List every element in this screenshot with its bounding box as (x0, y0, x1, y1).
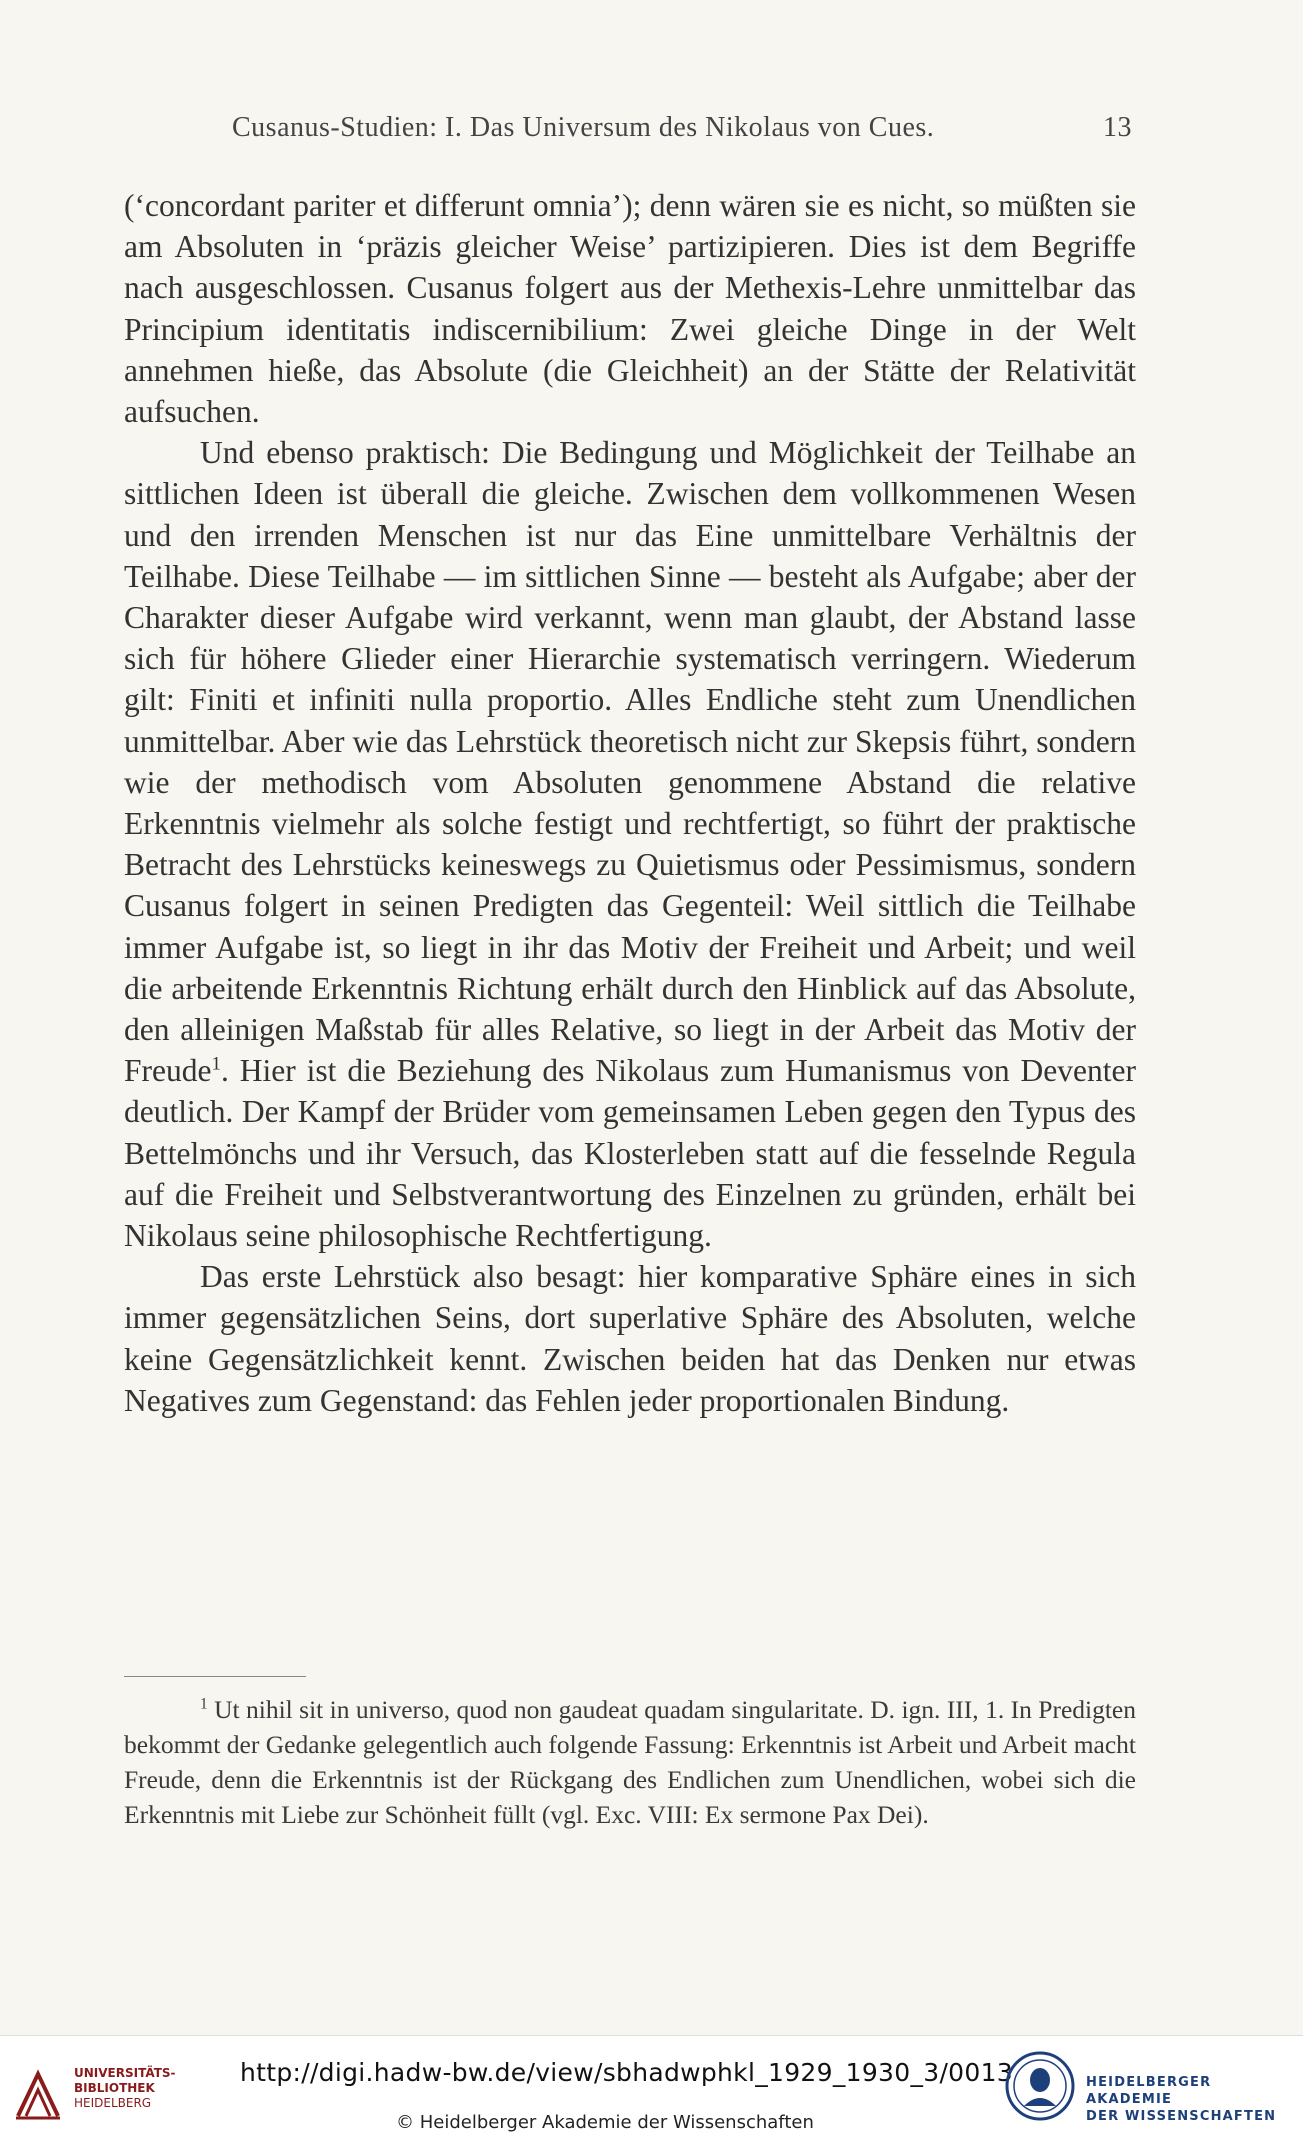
paragraph-2 (124, 432, 1136, 1256)
academy-line-2: DER WISSENSCHAFTEN (1086, 2109, 1277, 2124)
library-line-2: BIBLIOTHEK (74, 2081, 155, 2095)
footnote-text: Ut nihil sit in universo, quod non gaudeat quadam singularitate. D. ign. III, 1. In Predigten bekommt der Gedanke gelegentlich auch folgende Fassung: Erkenntnis ist Arbeit und Arbeit macht Freude, denn die Erkenntnis ist der Rückgang des Endlichen zum Unendlichen, wobei sich die Erkenntnis mit Liebe zur Schönheit füllt (vgl. Exc. VIII: Ex sermone Pax Dei). (124, 1695, 1136, 1829)
library-line-1: UNIVERSITÄTS- (74, 2066, 176, 2080)
university-library-logo-icon (12, 2066, 64, 2122)
university-library-name (74, 2066, 176, 2111)
paragraph-1: (‘concordant pariter et differunt omnia’); denn wären sie es nicht, so müßten sie am Absoluten in ‘präzis gleicher Weise’ partizipieren. Dies ist dem Begriffe nach ausgeschlossen. Cusanus folgert aus der Methexis-Lehre unmittelbar das Principium identitatis indiscernibilium: Zwei gleiche Dinge in der Welt annehmen hieße, das Absolute (die Gleichheit) an der Stätte der Relativität aufsuchen. (124, 188, 1136, 430)
footnote (124, 1692, 1136, 1832)
footnote-divider (124, 1676, 306, 1677)
footnote-reference[interactable]: 1 (211, 1053, 221, 1075)
running-head-title: Cusanus-Studien: I. Das Universum des Nikolaus von Cues. (232, 112, 935, 143)
academy-name (1086, 2074, 1303, 2125)
body-text (124, 185, 1136, 1421)
footnote-marker: 1 (200, 1695, 208, 1713)
page-number: 13 (1103, 112, 1132, 143)
academy-seal-icon (1004, 2050, 1076, 2122)
footer-bar (0, 2035, 1303, 2154)
paragraph-3: Das erste Lehrstück also besagt: hier komparative Sphäre eines in sich immer gegensätzlichen Seins, dort superlative Sphäre des Absoluten, welche keine Gegensätzlichkeit kennt. Zwischen beiden hat das Denken nur etwas Negatives zum Gegenstand: das Fehlen jeder proportionalen Bindung. (124, 1259, 1136, 1418)
running-head (232, 112, 1132, 144)
permalink-url[interactable]: http://digi.hadw-bw.de/view/sbhadwphkl_1929_1930_3/0013 (240, 2058, 1014, 2087)
academy-line-1: HEIDELBERGER AKADEMIE (1086, 2075, 1212, 2107)
copyright-notice: © Heidelberger Akademie der Wissenschaften (396, 2112, 814, 2133)
paragraph-2-text: Und ebenso praktisch: Die Bedingung und Möglichkeit der Teilhabe an sittlichen Ideen ist überall die gleiche. Zwischen dem vollkommenen Wesen und den irrenden Menschen ist nur das Eine unmittelbare Verhältnis der Teilhabe. Diese Teilhabe — im sittlichen Sinne — besteht als Aufgabe; aber der Charakter dieser Aufgabe wird verkannt, wenn man glaubt, der Abstand lasse sich für höhere Glieder einer Hierarchie systematisch verringern. Wiederum gilt: Finiti et infiniti nulla proportio. Alles Endliche steht zum Unendlichen unmittelbar. Aber wie das Lehrstück theoretisch nicht zur Skepsis führt, sondern wie der methodisch vom Absoluten genommene Abstand die relative Erkenntnis vielmehr als solche festigt und rechtfertigt, so führt der praktische Betracht des Lehrstücks keineswegs zu Quietismus oder Pessimismus, sondern Cusanus folgert in seinen Predigten das Gegenteil: Weil sittlich die Teilhabe immer Aufgabe ist, so liegt in ihr das Motiv der Freiheit und Arbeit; und weil die arbeitende Erkenntnis Richtung erhält durch den Hinblick auf das Absolute, den alleinigen Maßstab für alles Relative, so liegt in der Arbeit das Motiv der Freude (124, 435, 1136, 1089)
paragraph-2-tail: . Hier ist die Beziehung des Nikolaus zum Humanismus von Deventer deutlich. Der Kampf der Brüder vom gemeinsamen Leben gegen den Typus des Bettelmönchs und ihr Versuch, das Klosterleben statt auf die fesselnde Regula auf die Freiheit und Selbstverantwortung des Einzelnen zu gründen, erhält bei Nikolaus seine philosophische Rechtfertigung. (124, 1053, 1136, 1254)
library-line-3: HEIDELBERG (74, 2096, 152, 2110)
